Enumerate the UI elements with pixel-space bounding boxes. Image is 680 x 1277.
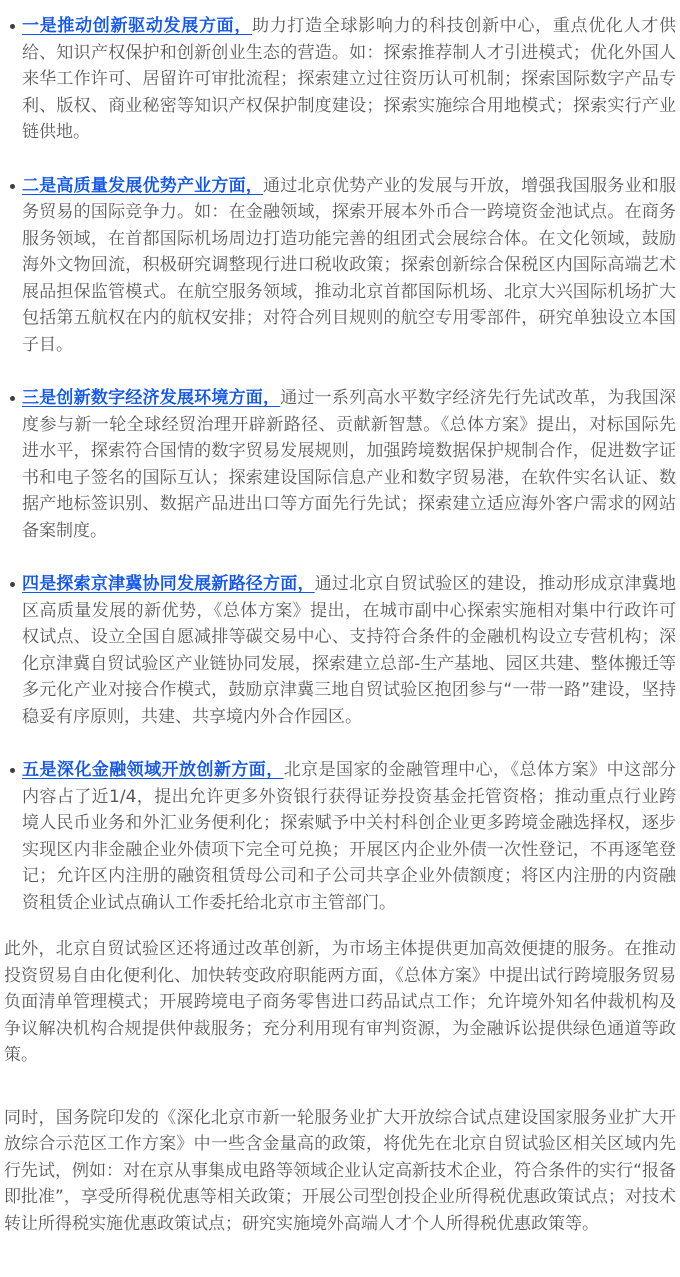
section-lead-link[interactable]: 五是深化金融领域开放创新方面， (22, 760, 284, 780)
bullet-item-jingjinji-coordination (22, 571, 676, 730)
bullet-icon (10, 768, 15, 773)
section-body-text: 通过一系列高水平数字经济先行先试改革，为我国深度参与新一轮全球经贸治理开辟新路径、贡献新智慧。《总体方案》提出，对标国际先进水平，探索符合国情的数字贸易发展规则，加强跨境数据保护规制合作，促进数字证书和电子签名的国际互认；探索建设国际信息产业和数字贸易港，在软件实名认证、数据产地标签识别、数据产品进出口等方面先行先试；探索建立适应海外客户需求的网站备案制度。 (22, 388, 677, 541)
bullet-item-digital-economy (22, 385, 676, 544)
section-lead-link[interactable]: 四是探索京津冀协同发展新路径方面， (22, 574, 315, 594)
section-body-text: 通过北京自贸试验区的建设，推动形成京津冀地区高质量发展的新优势，《总体方案》提出，在城市副中心探索实施相对集中行政许可权试点、设立全国自愿减排等碳交易中心、支持符合条件的金融机构设立专营机构；深化京津冀自贸试验区产业链协同发展，探索建立总部-生产基地、园区共建、整体搬迁等多元化产业对接合作模式，鼓励京津冀三地自贸试验区抱团参与“一带一路”建设，坚持稳妥有序原则，共建、共享境内外合作园区。 (22, 574, 677, 727)
bullet-icon (10, 24, 15, 29)
bullet-item-quality-industries (22, 173, 676, 359)
bullet-icon (10, 582, 15, 587)
bullet-icon (10, 184, 15, 189)
paragraph-additional-services: 此外，北京自贸试验区还将通过改革创新，为市场主体提供更加高效便捷的服务。在推动投资贸易自由化便利化、加快转变政府职能两方面，《总体方案》中提出试行跨境服务贸易负面清单管理模式；开展跨境电子商务零售进口药品试点工作；允许境外知名仲裁机构及争议解决机构合规提供仲裁服务；充分利用现有审判资源，为金融诉讼提供绿色通道等政策。 (4, 939, 676, 1065)
paragraph-state-council-policies: 同时，国务院印发的《深化北京市新一轮服务业扩大开放综合试点建设国家服务业扩大开放综合示范区工作方案》中一些含金量高的政策，将优先在北京自贸试验区相关区域内先行先试，例如：对在京从事集成电路等领域企业认定高新技术企业，符合条件的实行“报备即批准”，享受所得税优惠等相关政策；开展公司型创投企业所得税优惠政策试点；对技术转让所得税实施优惠政策试点；研究实施境外高端人才个人所得税优惠政策等。 (4, 1107, 676, 1234)
section-lead-link[interactable]: 三是创新数字经济发展环境方面， (22, 388, 281, 408)
bullet-item-innovation-driven (22, 13, 676, 146)
section-lead-link[interactable]: 二是高质量发展优势产业方面， (22, 175, 264, 196)
policy-bullet-list (4, 13, 676, 916)
section-body-text: 通过北京优势产业的发展与开放，增强我国服务业和服务贸易的国际竞争力。如：在金融领域，探索开展本外币合一跨境资金池试点。在商务服务领域，在首都国际机场周边打造功能完善的组团式会展综合体。在文化领域，鼓励海外文物回流，积极研究调整现行进口税收政策；探索创新综合保税区内国际高端艺术展品担保监管模式。在航空服务领域，推动北京首都国际机场、北京大兴国际机场扩大包括第五航权在内的航权安排；对符合列目规则的航空专用零部件，研究单独设立本国子目。 (22, 175, 677, 355)
section-lead-link[interactable]: 一是推动创新驱动发展方面， (22, 16, 253, 36)
bullet-item-financial-opening (22, 757, 676, 916)
section-body-text: 北京是国家的金融管理中心，《总体方案》中这部分内容占了近1/4，提出允许更多外资银行获得证券投资基金托管资格；推动重点行业跨境人民币业务和外汇业务便利化；探索赋予中关村科创企业更多跨境金融选择权，逐步实现区内非金融企业外债项下完全可兑换；开展区内企业外债一次性登记，不再逐笔登记；允许区内注册的融资租赁母公司和子公司共享企业外债额度；将区内注册的内资融资租赁企业试点确认工作委托给北京市主管部门。 (22, 760, 677, 913)
section-body-text: 助力打造全球影响力的科技创新中心，重点优化人才供给、知识产权保护和创新创业生态的营造。如：探索推荐制人才引进模式；优化外国人来华工作许可、居留许可审批流程；探索建立过往资历认可机制；探索国际数字产品专利、版权、商业秘密等知识产权保护制度建设；探索实施综合用地模式；探索实行产业链供地。 (22, 16, 677, 142)
bullet-icon (10, 396, 15, 401)
